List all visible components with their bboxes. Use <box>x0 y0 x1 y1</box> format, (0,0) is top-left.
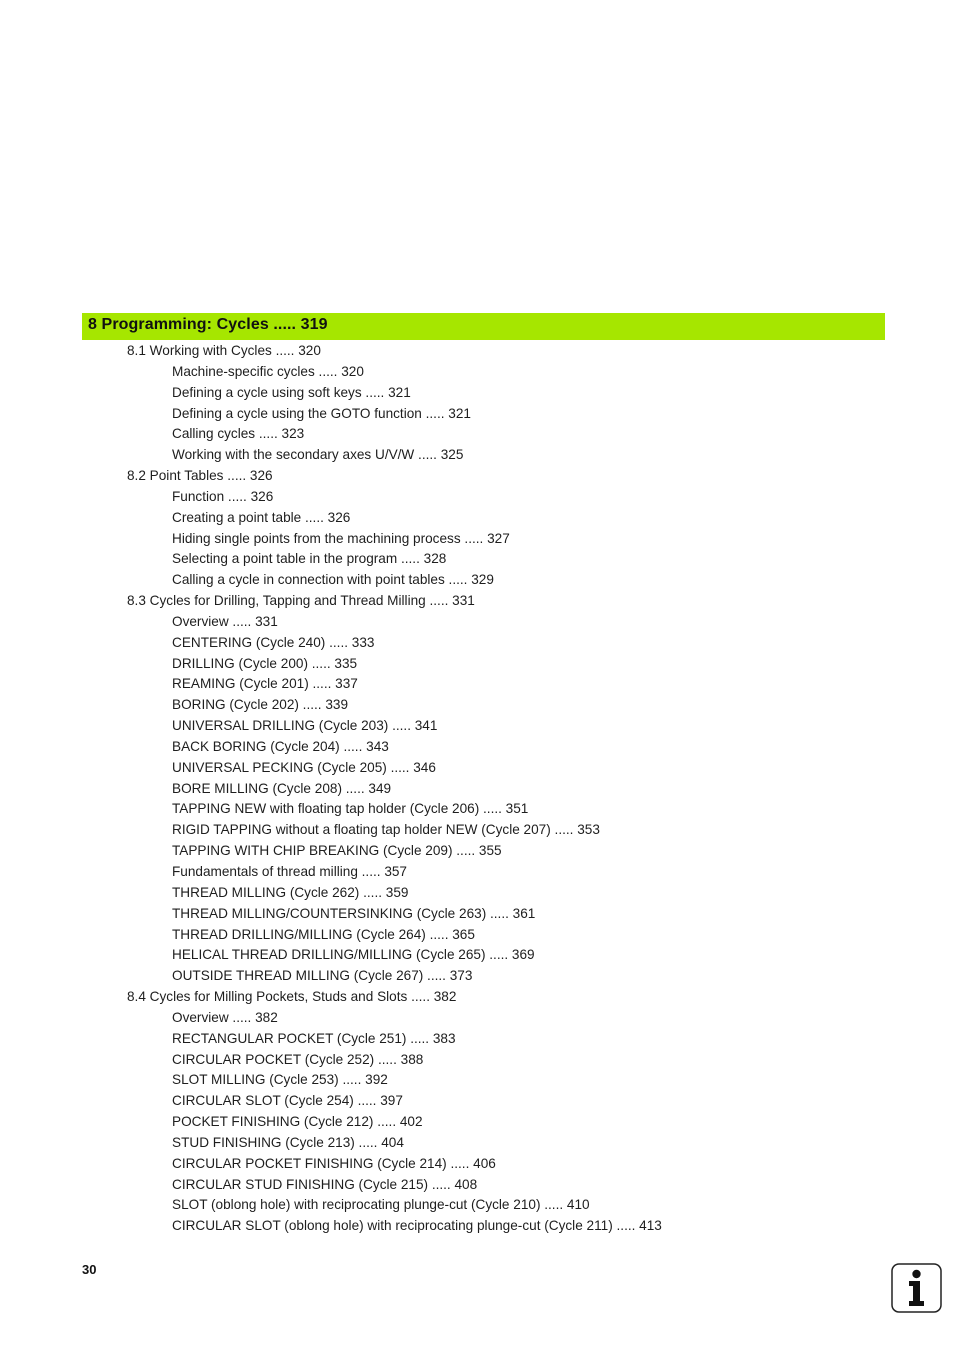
toc-subsection-entry[interactable]: TAPPING WITH CHIP BREAKING (Cycle 209) ..... 355 <box>172 843 502 859</box>
toc-subsection-entry[interactable]: THREAD DRILLING/MILLING (Cycle 264) ..... 365 <box>172 926 475 942</box>
toc-section-entry[interactable]: 8.3 Cycles for Drilling, Tapping and Thread Milling ..... 331 <box>127 593 475 609</box>
toc-subsection-entry[interactable]: TAPPING NEW with floating tap holder (Cycle 206) ..... 351 <box>172 801 529 817</box>
toc-subsection-entry[interactable]: Overview ..... 382 <box>172 1009 278 1025</box>
toc-subsection-entry[interactable]: THREAD MILLING (Cycle 262) ..... 359 <box>172 884 409 900</box>
toc-subsection-entry[interactable]: BORING (Cycle 202) ..... 339 <box>172 697 349 713</box>
toc-subsection-entry[interactable]: CIRCULAR STUD FINISHING (Cycle 215) ..... 408 <box>172 1176 478 1192</box>
toc-subsection-entry[interactable]: CENTERING (Cycle 240) ..... 333 <box>172 634 375 650</box>
info-icon <box>891 1263 942 1313</box>
toc-subsection-entry[interactable]: UNIVERSAL PECKING (Cycle 205) ..... 346 <box>172 759 436 775</box>
page-number: 30 <box>82 1262 97 1277</box>
toc-subsection-entry[interactable]: REAMING (Cycle 201) ..... 337 <box>172 676 358 692</box>
toc-subsection-entry[interactable]: DRILLING (Cycle 200) ..... 335 <box>172 655 358 671</box>
toc-section-entry[interactable]: 8.4 Cycles for Milling Pockets, Studs and Slots ..... 382 <box>127 989 457 1005</box>
chapter-heading-bar <box>82 313 885 340</box>
toc-subsection-entry[interactable]: CIRCULAR POCKET FINISHING (Cycle 214) ..... 406 <box>172 1155 496 1171</box>
toc-subsection-entry[interactable]: BACK BORING (Cycle 204) ..... 343 <box>172 738 389 754</box>
toc-subsection-entry[interactable]: RECTANGULAR POCKET (Cycle 251) ..... 383 <box>172 1030 456 1046</box>
toc-subsection-entry[interactable]: CIRCULAR SLOT (Cycle 254) ..... 397 <box>172 1093 403 1109</box>
toc-subsection-entry[interactable]: Calling a cycle in connection with point tables ..... 329 <box>172 572 494 588</box>
toc-subsection-entry[interactable]: Calling cycles ..... 323 <box>172 426 305 442</box>
toc-subsection-entry[interactable]: Creating a point table ..... 326 <box>172 509 351 525</box>
toc-subsection-entry[interactable]: OUTSIDE THREAD MILLING (Cycle 267) ..... 373 <box>172 968 473 984</box>
toc-subsection-entry[interactable]: HELICAL THREAD DRILLING/MILLING (Cycle 265) ..... 369 <box>172 947 535 963</box>
toc-subsection-entry[interactable]: Selecting a point table in the program ..... 328 <box>172 551 447 567</box>
toc-subsection-entry[interactable]: STUD FINISHING (Cycle 213) ..... 404 <box>172 1134 404 1150</box>
toc-subsection-entry[interactable]: Defining a cycle using soft keys ..... 321 <box>172 384 411 400</box>
toc-subsection-entry[interactable]: Fundamentals of thread milling ..... 357 <box>172 864 407 879</box>
toc-section-entry[interactable]: 8.1 Working with Cycles ..... 320 <box>127 343 321 358</box>
toc-subsection-entry[interactable]: SLOT (oblong hole) with reciprocating plunge-cut (Cycle 210) ..... 410 <box>172 1197 590 1213</box>
toc-subsection-entry[interactable]: Machine-specific cycles ..... 320 <box>172 363 364 379</box>
toc-subsection-entry[interactable]: Defining a cycle using the GOTO function ..... 321 <box>172 405 471 421</box>
toc-subsection-entry[interactable]: CIRCULAR POCKET (Cycle 252) ..... 388 <box>172 1051 424 1067</box>
toc-subsection-entry[interactable]: Overview ..... 331 <box>172 613 278 629</box>
chapter-title[interactable]: 8 Programming: Cycles ..... 319 <box>88 316 328 333</box>
toc-subsection-entry[interactable]: BORE MILLING (Cycle 208) ..... 349 <box>172 780 392 796</box>
toc-subsection-entry[interactable]: RIGID TAPPING without a floating tap holder NEW (Cycle 207) ..... 353 <box>172 822 600 838</box>
toc-subsection-entry[interactable]: Hiding single points from the machining process ..... 327 <box>172 530 510 546</box>
toc-subsection-entry[interactable]: CIRCULAR SLOT (oblong hole) with reciprocating plunge-cut (Cycle 211) ..... 413 <box>172 1218 662 1234</box>
toc-subsection-entry[interactable]: UNIVERSAL DRILLING (Cycle 203) ..... 341 <box>172 718 438 734</box>
toc-subsection-entry[interactable]: Working with the secondary axes U/V/W ..... 325 <box>172 447 464 463</box>
toc-subsection-entry[interactable]: POCKET FINISHING (Cycle 212) ..... 402 <box>172 1114 423 1130</box>
toc-subsection-entry[interactable]: SLOT MILLING (Cycle 253) ..... 392 <box>172 1072 388 1088</box>
toc-subsection-entry[interactable]: Function ..... 326 <box>172 488 274 504</box>
toc-section-entry[interactable]: 8.2 Point Tables ..... 326 <box>127 468 273 484</box>
toc-subsection-entry[interactable]: THREAD MILLING/COUNTERSINKING (Cycle 263) ..... 361 <box>172 905 536 921</box>
